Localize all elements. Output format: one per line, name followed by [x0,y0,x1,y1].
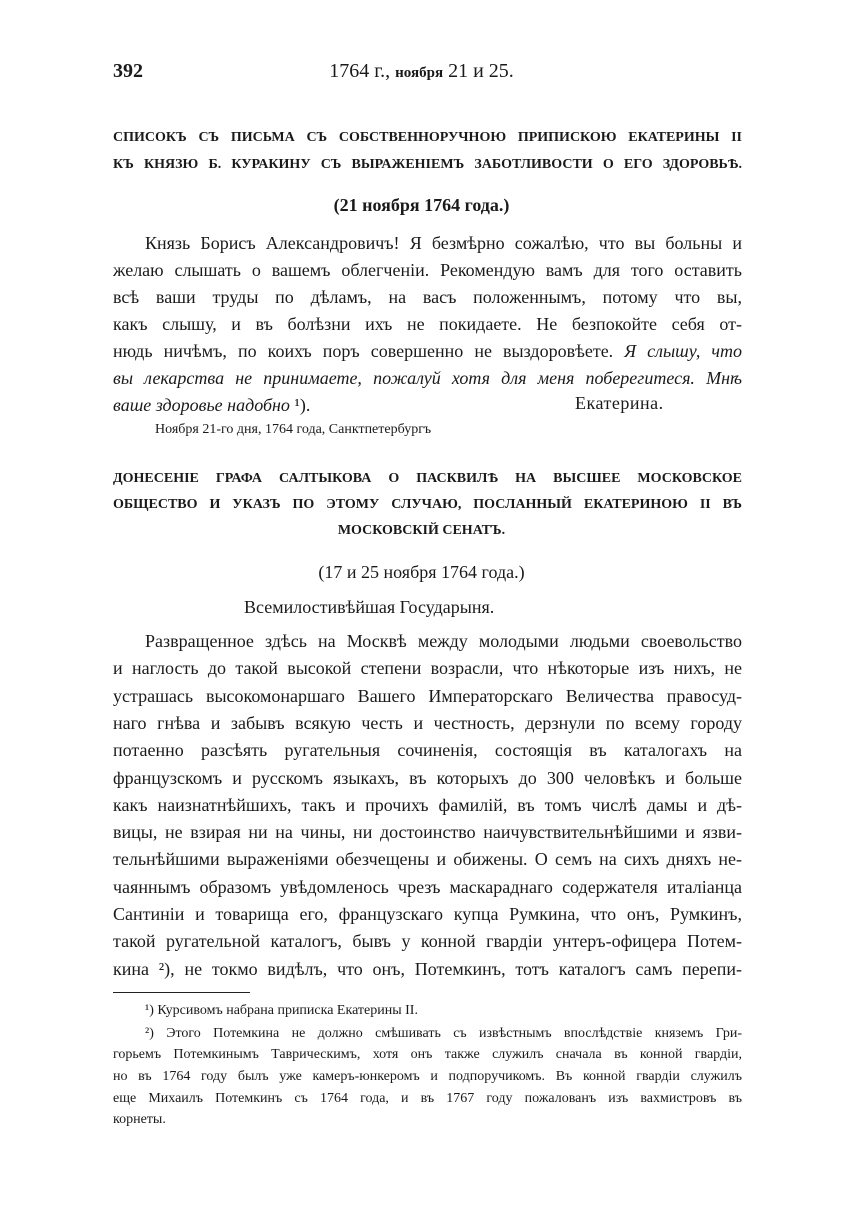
footnote-line: горьемъ Потемкинымъ Таврическимъ, хотя онъ также служилъ сначала въ конной гвардіи, [113,1047,742,1062]
footnote-divider [113,992,250,993]
doc2-heading-line: ДОНЕСЕНІЕ ГРАФА САЛТЫКОВА О ПАСКВИЛѢ НА ВЫСШЕЕ МОСКОВСКОЕ [113,471,742,486]
body-text: нюдь ничѣмъ, по коихъ поръ совершенно не выздоровѣете. [113,341,625,361]
italic-postscript-text: Я слышу, что [624,341,742,361]
footnote-line: но въ 1764 году былъ уже камеръ-юнкеромъ и подпоручикомъ. Въ конной гвардіи служилъ [113,1069,742,1084]
doc1-body-line [113,260,742,281]
doc1-body-line [113,287,742,308]
doc2-body-line: наго гнѣва и забывъ всякую честь и честность, дерзнули по всему городу [113,712,742,733]
doc1-date: (21 ноября 1764 года.) [333,195,510,215]
running-head-year: 1764 г., [329,60,396,82]
page-number: 392 [113,60,143,82]
doc2-body-line: устрашась высокомонаршаго Вашего Императорскаго Величества правосуд- [113,685,742,706]
body-text: Князь Борисъ Александровичъ! Я безмѣрно сожалѣю, что вы больны и [145,233,742,253]
italic-postscript-text: вы лекарства не принимаете, пожалуй хотя для меня поберегитеся. Мнѣ [113,368,742,388]
doc2-salutation: Всемилостивѣйшая Государыня. [244,597,495,617]
footnote-line: корнеты. [113,1112,166,1127]
doc2-body-line: французскомъ и русскомъ языкахъ, въ которыхъ до 300 человѣкъ и больше [113,767,742,788]
doc1-signature: Екатерина. [575,393,664,413]
doc2-date: (17 и 25 ноября 1764 года.) [318,562,525,582]
body-text: всѣ ваши труды по дѣламъ, на васъ положеннымъ, потому что вы, [113,287,742,307]
doc2-body-line: такой ругательной каталогъ, бывъ у конной гвардіи унтеръ-офицера Потем- [113,931,742,952]
doc1-place-date: Ноября 21-го дня, 1764 года, Санктпетербургъ [155,422,432,437]
body-text: ¹). [289,395,311,415]
body-text: желаю слышать о вашемъ облегченіи. Рекомендую вамъ для того оставить [113,260,742,280]
footnote-line: ¹) Курсивомъ набрана приписка Екатерины II. [145,1003,418,1018]
doc2-body-line: какъ наизнатнѣйшихъ, такъ и прочихъ фамилій, въ томъ числѣ дамы и дѣ- [113,794,742,815]
doc1-body-line [145,233,742,254]
doc2-body-line: вицы, не взирая ни на чины, ни достоинство наичувствительнѣйшими и язви- [113,822,742,843]
doc2-body-line: потаенно разсѣять ругательныя сочиненія, состоящія въ каталогахъ на [113,740,742,761]
doc1-heading-line: КЪ КНЯЗЮ Б. КУРАКИНУ СЪ ВЫРАЖЕНІЕМЪ ЗАБОТЛИВОСТИ О ЕГО ЗДОРОВЬѢ. [113,157,742,172]
running-head-month: ноября [395,65,444,81]
running-head-days: 21 и 25. [443,60,514,82]
italic-postscript-text: ваше здоровье надобно [113,395,290,415]
doc2-body-line: и наглость до такой высокой степени возрасли, что нѣкоторые изъ нихъ, не [113,658,742,679]
doc1-heading-line: СПИСОКЪ СЪ ПИСЬМА СЪ СОБСТВЕННОРУЧНОЮ ПРИПИСКОЮ ЕКАТЕРИНЫ II [113,130,742,145]
doc2-body-line: чаяннымъ образомъ увѣдомленось чрезъ маскараднаго содержателя италіанца [113,876,742,897]
doc2-body-line: Развращенное здѣсь на Москвѣ между молодыми людьми своевольство [145,631,742,651]
body-text: какъ слышу, и въ болѣзни ихъ не покидаете. Не безпокойте себя от- [113,314,742,334]
running-head [0,60,843,83]
doc2-body-line: кина ²), не токмо видѣлъ, что онъ, Потемкинъ, тотъ каталогъ самъ перепи- [113,958,742,979]
doc1-body-line [113,341,742,362]
footnote-line: ²) Этого Потемкина не должно смѣшивать съ извѣстнымъ впослѣдствіе княземъ Гри- [145,1026,742,1041]
doc2-heading-line: МОСКОВСКІЙ СЕНАТЪ. [337,523,506,538]
doc2-body-line: тельнѣйшими выраженіями обезчещены и обижены. О семъ на сихъ дняхъ не- [113,849,742,870]
doc1-body-line [113,314,742,335]
doc2-body-line: Сантиніи и товарища его, французскаго купца Румкина, что онъ, Румкинъ, [113,904,742,924]
doc2-heading-line: ОБЩЕСТВО И УКАЗЪ ПО ЭТОМУ СЛУЧАЮ, ПОСЛАННЫЙ ЕКАТЕРИНОЮ II ВЪ [113,497,742,512]
footnote-line: еще Михаилъ Потемкинъ съ 1764 года, и въ 1767 году пожалованъ изъ вахмистровъ въ [113,1091,742,1106]
doc1-body-line [113,368,742,389]
